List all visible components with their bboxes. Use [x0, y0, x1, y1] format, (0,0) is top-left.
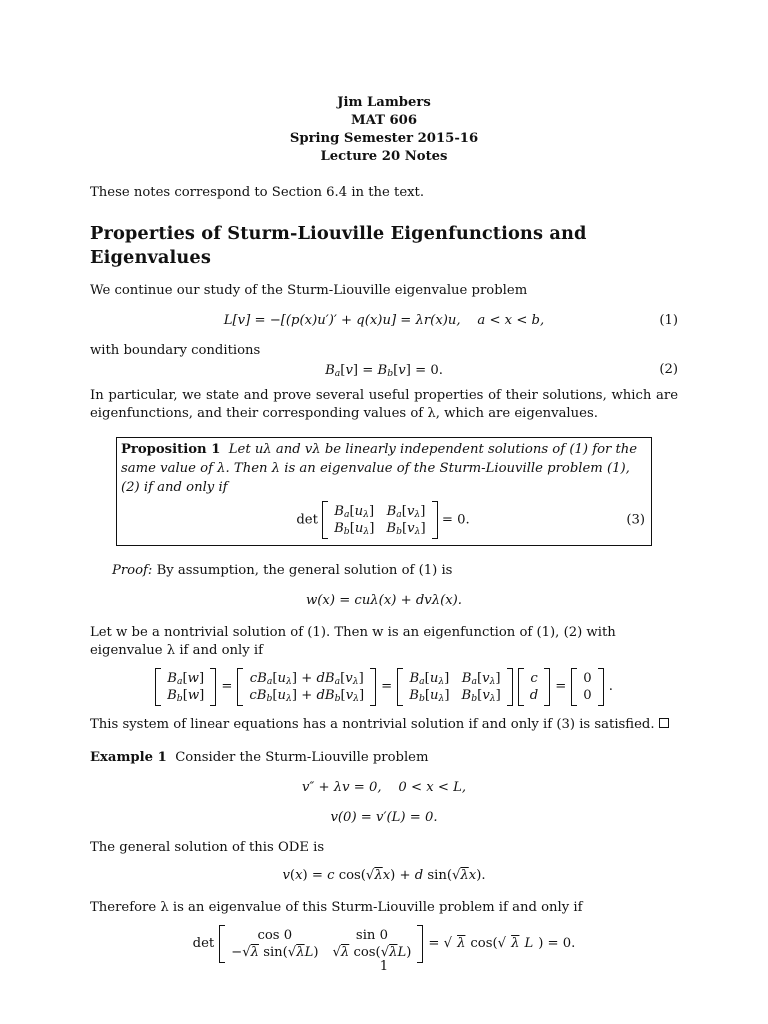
boundary-conditions-text: with boundary conditions: [90, 342, 261, 358]
conclusion-paragraph: This system of linear equations has a nontrivial solution if and only if (3) is satisfied.: [90, 716, 678, 734]
proposition-label: Proposition 1: [121, 442, 221, 458]
general-solution-text: The general solution of this ODE is: [90, 840, 325, 856]
lecture-title: Lecture 20 Notes: [320, 149, 448, 164]
author: Jim Lambers: [337, 95, 431, 110]
equation-1: [90, 310, 678, 332]
equation-2: [90, 359, 678, 381]
let-w-paragraph: Let w be a nontrivial solution of (1). Then w is an eigenfunction of (1), (2) with eigenvalue λ if and only if: [90, 624, 616, 658]
equation-3: [121, 501, 645, 539]
equation-1-body: L[v] = −[(p(x)u′)′ + q(x)u] = λr(x)u, a < x < b,: [223, 312, 545, 328]
equation-3-number: (3): [626, 512, 645, 528]
linear-system-equation: $B_a[w]$ $B_b[w]$ = $cB_a[u_\lambda] + dB_a[v_\lambda]$ $cB_b[u_\lambda] + dB_b[v_\lambda]$ = $B_a[u_\lambda]$ $B_a[v_\lambda]$ $B_b[u_\lambda]$ $B_b[v_\lambda]$ c d = 0 0 .: [90, 668, 678, 706]
intro-paragraph: These notes correspond to Section 6.4 in the text.: [90, 185, 425, 200]
proposition-statement: [121, 440, 645, 497]
equation-1-number: (1): [659, 312, 678, 328]
proof-label: Proof:: [112, 563, 153, 579]
continue-paragraph: We continue our study of the Sturm-Liouville eigenvalue problem: [90, 282, 528, 298]
boundary-matrix: $B_a[u_\lambda]$ $B_a[v_\lambda]$ $B_b[u_\lambda]$ $B_b[v_\lambda]$: [322, 501, 438, 539]
example-label: Example 1: [90, 750, 167, 766]
section-title: Properties of Sturm-Liouville Eigenfunctions and Eigenvalues: [90, 222, 587, 268]
qed-square-icon: [659, 718, 669, 728]
equation-2-number: (2): [659, 362, 678, 378]
example-paragraph: Example 1 Consider the Sturm-Liouville problem: [90, 750, 429, 766]
equation-2-body: $B_a[v] = B_b[v] = 0$.: [325, 362, 443, 379]
det-expression: det $B_a[u_\lambda]$ $B_a[v_\lambda]$ $B_b[u_\lambda]$ $B_b[v_\lambda]$ = 0.: [296, 501, 469, 539]
proposition-text: Let uλ and vλ be linearly independent solutions of (1) for the same value of λ. Then λ is an eigenvalue of the Sturm-Liouville problem (1), (2) if and only if: [121, 442, 638, 496]
ode-equation: v″ + λv = 0, 0 < x < L,: [301, 780, 467, 796]
proof-paragraph: Proof: By assumption, the general solution of (1) is: [112, 563, 453, 579]
semester: Spring Semester 2015-16: [289, 131, 479, 146]
particular-paragraph: In particular, we state and prove several useful properties of their solutions, which are eigenfunctions, and their corresponding values of λ, which are eigenvalues.: [90, 388, 678, 422]
document-header: [90, 94, 678, 166]
ode-solution-equation: v(x) = c cos(√λx) + d sin(√λx).: [282, 868, 486, 884]
document-page: [90, 94, 678, 963]
general-solution-equation: w(x) = cuλ(x) + dvλ(x).: [305, 593, 462, 608]
proposition-box: [116, 437, 652, 546]
boundary-equation: v(0) = v′(L) = 0.: [330, 810, 438, 826]
course: MAT 606: [350, 113, 418, 128]
therefore-paragraph: Therefore λ is an eigenvalue of this Sturm-Liouville problem if and only if: [90, 899, 583, 915]
page-number: 1: [379, 959, 389, 974]
eigen-condition-equation: det cos 0 sin 0 −√λ sin(√λL) √λ cos(√λL) = √ λ cos(√ λ L ) = 0.: [90, 925, 678, 963]
